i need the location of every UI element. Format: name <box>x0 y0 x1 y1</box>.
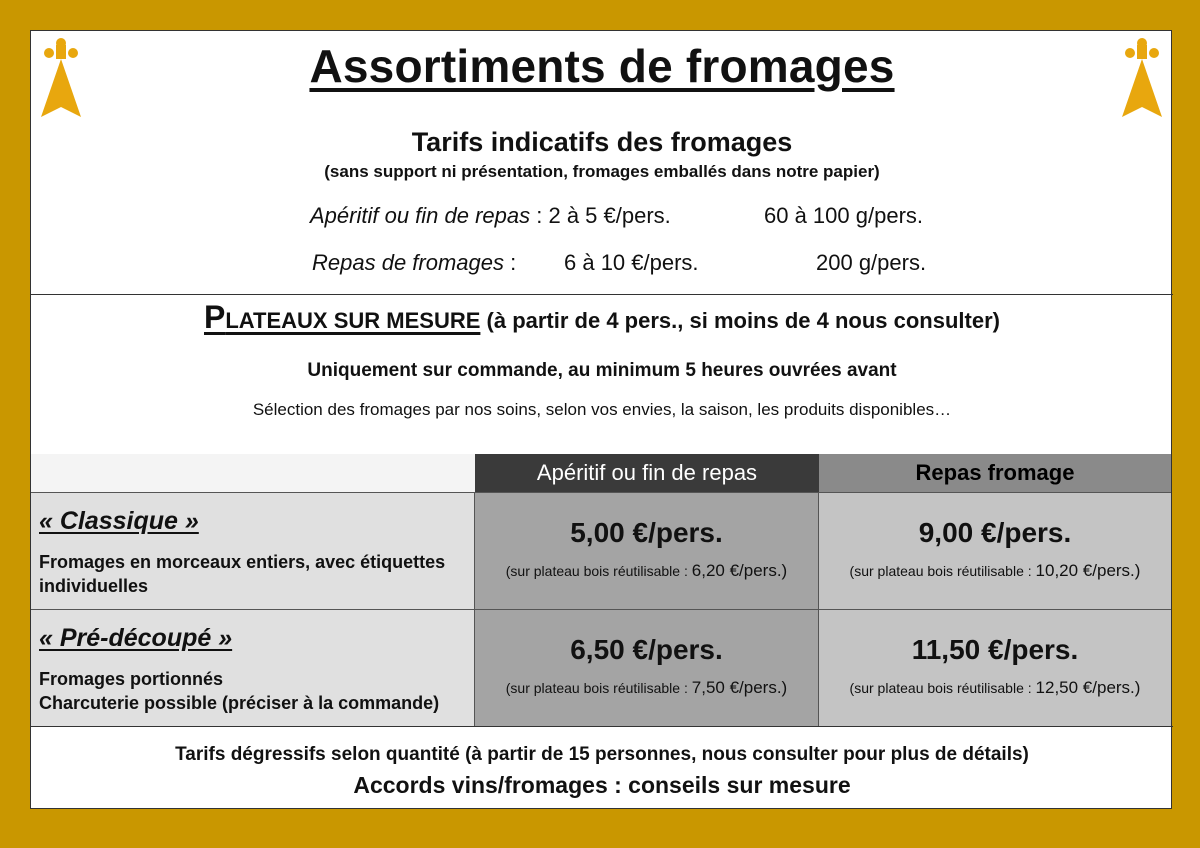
row-text: Fromages portionnés Charcuterie possible (préciser à la commande) <box>39 669 440 713</box>
divider <box>31 294 1173 295</box>
row-text: Fromages en morceaux entiers, avec étiquettes individuelles <box>39 552 446 596</box>
selection-notice: Sélection des fromages par nos soins, selon vos envies, la saison, les produits disponibles… <box>252 400 952 419</box>
footer-pairing-note: Accords vins/fromages : conseils sur mesure <box>353 772 851 798</box>
price-cell: 5,00 €/pers. (sur plateau bois réutilisable : 6,20 €/pers.) <box>475 492 819 609</box>
price-cell: 9,00 €/pers. (sur plateau bois réutilisable : 10,20 €/pers.) <box>819 492 1171 609</box>
row-description-predecoupe <box>31 609 475 726</box>
rate-price: 6 à 10 €/pers. <box>564 250 699 275</box>
price-value: 5,00 €/pers. <box>570 517 723 548</box>
rate-weight: 200 g/pers. <box>816 250 927 275</box>
column-header-aperitif: Apéritif ou fin de repas <box>475 454 819 492</box>
price-cell: 6,50 €/pers. (sur plateau bois réutilisable : 7,50 €/pers.) <box>475 609 819 726</box>
price-value: 9,00 €/pers. <box>918 517 1072 548</box>
order-notice: Uniquement sur commande, au minimum 5 heures ouvrées avant <box>307 360 897 381</box>
page-title: Assortiments de fromages <box>309 40 895 92</box>
column-header-repas: Repas fromage <box>819 454 1171 492</box>
rate-label: Repas de fromages : <box>312 250 517 275</box>
row-name: « Classique » <box>39 507 199 535</box>
price-sheet <box>30 30 1172 809</box>
rate-weight: 60 à 100 g/pers. <box>764 203 924 228</box>
price-value: 6,50 €/pers. <box>570 634 723 665</box>
price-cell: 11,50 €/pers. (sur plateau bois réutilisable : 12,50 €/pers.) <box>819 609 1171 726</box>
rate-label: Apéritif ou fin de repas : 2 à 5 €/pers. <box>310 203 671 228</box>
price-value: 11,50 €/pers. <box>911 634 1079 665</box>
row-description-classique <box>31 492 475 609</box>
table-corner <box>31 454 475 492</box>
footer-degressive-note: Tarifs dégressifs selon quantité (à partir de 15 personnes, nous consulter pour plus de détails) <box>175 744 1029 765</box>
tarifs-note: (sans support ni présentation, fromages emballés dans notre papier) <box>324 162 880 181</box>
plateaux-heading: PLATEAUX SUR MESURE (à partir de 4 pers., si moins de 4 nous consulter) <box>204 299 1000 335</box>
row-name: « Pré-découpé » <box>39 624 233 652</box>
rate-price: 2 à 5 €/pers. <box>548 203 671 228</box>
tarifs-title: Tarifs indicatifs des fromages <box>411 127 793 157</box>
divider <box>31 726 1173 727</box>
